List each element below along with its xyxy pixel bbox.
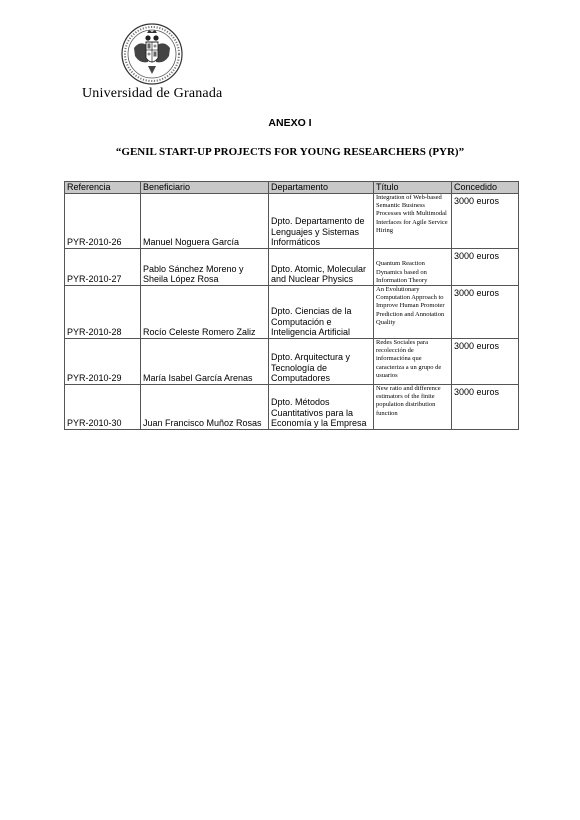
cell-titulo: Integration of Web-based Semantic Business Processes with Multimodal Interfaces for Agile Service Hiring xyxy=(374,194,452,249)
cell-titulo: New ratio and difference estimators of the finite population distribution function xyxy=(374,385,452,430)
cell-departamento: Dpto. Métodos Cuantitativos para la Economía y la Empresa xyxy=(269,385,374,430)
grants-table xyxy=(64,181,519,430)
cell-referencia: PYR-2010-30 xyxy=(65,385,141,430)
table-row xyxy=(65,286,519,339)
column-header-departamento: Departamento xyxy=(269,182,374,194)
cell-titulo: An Evolutionary Computation Approach to Improve Human Promoter Prediction and Annotation Quality xyxy=(374,286,452,339)
cell-concedido: 3000 euros xyxy=(452,339,519,385)
annex-label: ANEXO I xyxy=(268,117,312,129)
table-row xyxy=(65,249,519,286)
cell-beneficiario: Juan Francisco Muñoz Rosas xyxy=(141,385,269,430)
table-row xyxy=(65,339,519,385)
university-name: Universidad de Granada xyxy=(82,86,223,101)
cell-titulo: Redes Sociales para recolección de informacióna que caracteriza a un grupo de usuarios xyxy=(374,339,452,385)
cell-beneficiario: Pablo Sánchez Moreno y Sheila López Rosa xyxy=(141,249,269,286)
cell-beneficiario: María Isabel García Arenas xyxy=(141,339,269,385)
column-header-titulo: Título xyxy=(374,182,452,194)
cell-referencia: PYR-2010-26 xyxy=(65,194,141,249)
cell-concedido: 3000 euros xyxy=(452,194,519,249)
cell-referencia: PYR-2010-27 xyxy=(65,249,141,286)
cell-departamento: Dpto. Ciencias de la Computación e Inteligencia Artificial xyxy=(269,286,374,339)
table-row xyxy=(65,194,519,249)
page-title: “GENIL START-UP PROJECTS FOR YOUNG RESEARCHERS (PYR)” xyxy=(115,146,465,158)
cell-titulo: Quantum Reaction Dynamics based on Information Theory xyxy=(374,249,452,286)
column-header-beneficiario: Beneficiario xyxy=(141,182,269,194)
cell-concedido: 3000 euros xyxy=(452,385,519,430)
cell-referencia: PYR-2010-28 xyxy=(65,286,141,339)
university-seal-icon xyxy=(120,22,184,86)
cell-concedido: 3000 euros xyxy=(452,249,519,286)
column-header-referencia: Referencia xyxy=(65,182,141,194)
cell-departamento: Dpto. Arquitectura y Tecnología de Computadores xyxy=(269,339,374,385)
cell-concedido: 3000 euros xyxy=(452,286,519,339)
table-row xyxy=(65,385,519,430)
column-header-concedido: Concedido xyxy=(452,182,519,194)
cell-departamento: Dpto. Departamento de Lenguajes y Sistemas Informáticos xyxy=(269,194,374,249)
cell-departamento: Dpto. Atomic, Molecular and Nuclear Physics xyxy=(269,249,374,286)
cell-beneficiario: Manuel Noguera García xyxy=(141,194,269,249)
cell-beneficiario: Rocío Celeste Romero Zaliz xyxy=(141,286,269,339)
cell-referencia: PYR-2010-29 xyxy=(65,339,141,385)
table-header-row xyxy=(65,182,519,194)
